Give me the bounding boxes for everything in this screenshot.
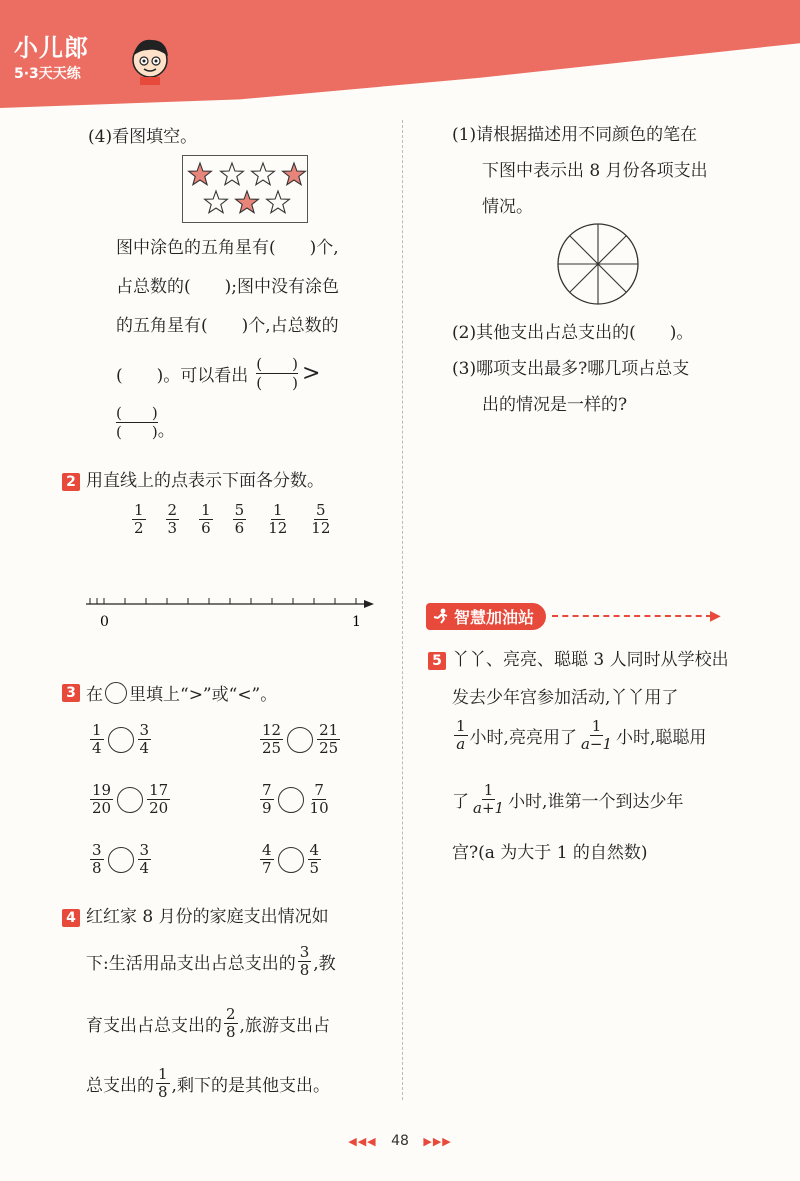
blank-num: ( ) [116, 404, 158, 422]
frac-den: 2 [134, 519, 144, 537]
q4-4-line4 [116, 355, 320, 392]
number-line[interactable] [80, 590, 380, 630]
frac-den: 20 [149, 799, 169, 817]
fraction-3-8 [298, 944, 312, 979]
fraction-1-8 [156, 1066, 170, 1101]
frac-den: 4 [139, 859, 150, 877]
frac-den: 8 [158, 1083, 168, 1101]
star-filled-icon [283, 163, 306, 185]
frac-num: 17 [149, 781, 169, 799]
q4-4-line1: 图中涂色的五角星有( )个, [116, 238, 339, 258]
frac-num: 1 [158, 1065, 168, 1083]
frac-num: 4 [309, 841, 320, 859]
frac-right [308, 782, 331, 817]
frac-den: 25 [319, 739, 339, 757]
q5-line4 [452, 782, 683, 817]
compare-circle-input[interactable] [108, 847, 134, 873]
q4-line4-tail: ,剩下的是其他支出。 [171, 1076, 330, 1096]
q5-line4-text: 了 [452, 792, 469, 812]
q3-heading [62, 680, 277, 705]
fraction-2-8 [224, 1006, 238, 1041]
q4-1-line1: (1)请根据描述用不同颜色的笔在 [452, 125, 698, 145]
q4-line2-text: 下:生活用品支出占总支出的 [86, 954, 296, 974]
frac-den: 6 [201, 519, 211, 537]
frac-left [90, 782, 113, 817]
frac-right [308, 842, 322, 877]
comparison-item [88, 782, 172, 817]
frac-num: 2 [167, 501, 178, 519]
q4-4-line4-text: ( )。可以看出 [116, 366, 249, 386]
frac-den: 9 [262, 799, 272, 817]
q2-heading [62, 466, 324, 491]
q3-title-b: 里填上“>”或“<”。 [129, 685, 278, 705]
blank-den: ( ) [116, 423, 158, 441]
frac-right [138, 722, 152, 757]
frac-den: a+1 [473, 799, 505, 817]
frac-den: 5 [309, 859, 320, 877]
compare-circle-input[interactable] [108, 727, 134, 753]
q4-4-line5 [116, 404, 175, 441]
banner-dash-line [552, 615, 712, 617]
q2-title: 用直线上的点表示下面各分数。 [86, 471, 324, 491]
q4-line2-tail: ,教 [313, 954, 336, 974]
q5-line3-tail: 小时,聪聪用 [616, 728, 707, 748]
frac-den: 10 [309, 799, 329, 817]
q4-1-line3: 情况。 [482, 197, 533, 217]
q4-4-line2: 占总数的( );图中没有涂色 [116, 277, 339, 297]
blank-num: ( ) [256, 355, 298, 373]
banner-tag [426, 603, 546, 630]
q2-fraction [266, 502, 289, 537]
q2-number: 2 [62, 473, 80, 491]
compare-circle-input[interactable] [287, 727, 313, 753]
frac-left [260, 782, 274, 817]
frac-num: 5 [316, 501, 326, 519]
q3-number: 3 [62, 684, 80, 702]
greater-sign: > [301, 361, 321, 386]
frac-num: 7 [262, 781, 272, 799]
frac-right [317, 722, 340, 757]
q4-line1-text: 红红家 8 月份的家庭支出情况如 [86, 907, 329, 927]
frac-num: 19 [92, 781, 112, 799]
frac-num: 1 [483, 781, 494, 799]
mascot-icon [128, 36, 172, 86]
star-empty-icon [252, 163, 275, 185]
q4-4-title: (4)看图填空。 [88, 127, 198, 147]
frac-num: 4 [262, 841, 272, 859]
frac-left [90, 722, 104, 757]
compare-circle-input[interactable] [278, 847, 304, 873]
star-figure [182, 155, 308, 223]
blank-fraction[interactable] [256, 355, 298, 392]
q4-2: (2)其他支出占总支出的( )。 [452, 323, 694, 343]
pie-circle[interactable] [556, 222, 640, 306]
frac-right [147, 782, 170, 817]
frac-num: 1 [92, 721, 102, 739]
frac-left [260, 722, 283, 757]
frac-num: 3 [139, 721, 150, 739]
q2-fraction [132, 502, 146, 537]
frac-den: 4 [139, 739, 150, 757]
frac-den: 12 [311, 519, 331, 537]
q5-line3 [452, 718, 706, 753]
frac-num: 1 [591, 717, 602, 735]
star-empty-icon [267, 191, 290, 213]
comparison-item [258, 842, 323, 877]
q4-number: 4 [62, 909, 80, 927]
page-number: 48 [391, 1133, 409, 1149]
q2-fraction [309, 502, 332, 537]
q3-title-a: 在 [86, 685, 103, 705]
left-arrows-icon: ◀◀◀ [348, 1135, 377, 1148]
star-filled-icon [189, 163, 212, 185]
frac-den: 6 [234, 519, 245, 537]
blank-den: ( ) [256, 374, 298, 392]
frac-right [138, 842, 152, 877]
q2-fraction [166, 502, 180, 537]
frac-num: 2 [226, 1005, 236, 1023]
frac-den: 8 [226, 1023, 236, 1041]
frac-den: 12 [268, 519, 288, 537]
q4-line3-tail: ,旅游支出占 [239, 1016, 330, 1036]
frac-left [260, 842, 274, 877]
q5-line5: 宫?(a 为大于 1 的自然数) [452, 843, 648, 863]
frac-den: 4 [92, 739, 102, 757]
label-one: 1 [352, 614, 361, 630]
star-filled-icon [236, 191, 259, 213]
right-arrows-icon: ▶▶▶ [423, 1135, 452, 1148]
column-divider [402, 120, 403, 1100]
q4-4-line3: 的五角星有( )个,占总数的 [116, 316, 339, 336]
star-empty-icon [221, 163, 244, 185]
frac-num: 3 [139, 841, 150, 859]
fraction-1-a [454, 718, 468, 753]
q5-line2: 发去少年宫参加活动,丫丫用了 [452, 688, 679, 708]
fraction-1-a-plus-1 [471, 782, 506, 817]
q5-line4-tail: 小时,谁第一个到达少年 [508, 792, 684, 812]
frac-den: 8 [92, 859, 102, 877]
blank-fraction-2[interactable] [116, 404, 158, 441]
q4-line2 [86, 944, 336, 979]
brand-title: 小儿郎 [14, 34, 89, 62]
frac-num: 12 [262, 721, 282, 739]
frac-num: 1 [201, 501, 211, 519]
brand-logo [14, 28, 89, 83]
fraction-1-a-minus-1 [579, 718, 614, 753]
comparison-item [258, 722, 342, 757]
star-empty-icon [205, 191, 228, 213]
comparison-item [258, 782, 333, 817]
q5-line1 [428, 645, 729, 670]
q4-line4 [86, 1066, 330, 1101]
frac-num: 1 [134, 501, 144, 519]
q4-line1 [62, 902, 329, 927]
frac-num: 5 [234, 501, 245, 519]
frac-left [90, 842, 104, 877]
brand-subtitle: 5·3天天练 [14, 66, 81, 82]
label-zero: 0 [100, 614, 109, 630]
banner-text: 智慧加油站 [454, 607, 535, 627]
frac-den: a [456, 735, 466, 753]
page-footer [0, 1133, 800, 1149]
frac-den: 3 [167, 519, 178, 537]
q2-fraction [199, 502, 213, 537]
circle-blank-icon [105, 682, 127, 704]
frac-den: 7 [262, 859, 272, 877]
frac-den: a−1 [580, 735, 613, 753]
frac-den: 8 [299, 961, 310, 979]
runner-icon [432, 608, 450, 624]
frac-num: 3 [92, 841, 102, 859]
q4-line3 [86, 1006, 330, 1041]
q5-number: 5 [428, 652, 446, 670]
q4-1-line2: 下图中表示出 8 月份各项支出 [482, 161, 708, 181]
frac-num: 7 [314, 781, 324, 799]
frac-den: 20 [92, 799, 112, 817]
compare-circle-input[interactable] [278, 787, 304, 813]
header-band [0, 0, 800, 108]
comparison-item [88, 722, 153, 757]
arrow-right-icon: ▶ [710, 608, 721, 624]
q4-line4-text: 总支出的 [86, 1076, 154, 1096]
comparison-item [88, 842, 153, 877]
frac-num: 1 [272, 501, 283, 519]
q2-fraction [233, 502, 247, 537]
q5-line1-text: 丫丫、亮亮、聪聪 3 人同时从学校出 [452, 650, 729, 670]
q4-line3-text: 育支出占总支出的 [86, 1016, 222, 1036]
frac-num: 21 [319, 721, 339, 739]
q2-fraction-list [130, 502, 334, 537]
frac-den: 25 [262, 739, 282, 757]
frac-num: 1 [456, 717, 466, 735]
q4-3-line1: (3)哪项支出最多?哪几项占总支 [452, 359, 690, 379]
compare-circle-input[interactable] [117, 787, 143, 813]
bonus-banner [426, 603, 721, 629]
q5-line3-text: 小时,亮亮用了 [469, 728, 577, 748]
q4-3-line2: 出的情况是一样的? [482, 395, 628, 415]
period: 。 [157, 421, 175, 441]
frac-num: 3 [299, 943, 310, 961]
